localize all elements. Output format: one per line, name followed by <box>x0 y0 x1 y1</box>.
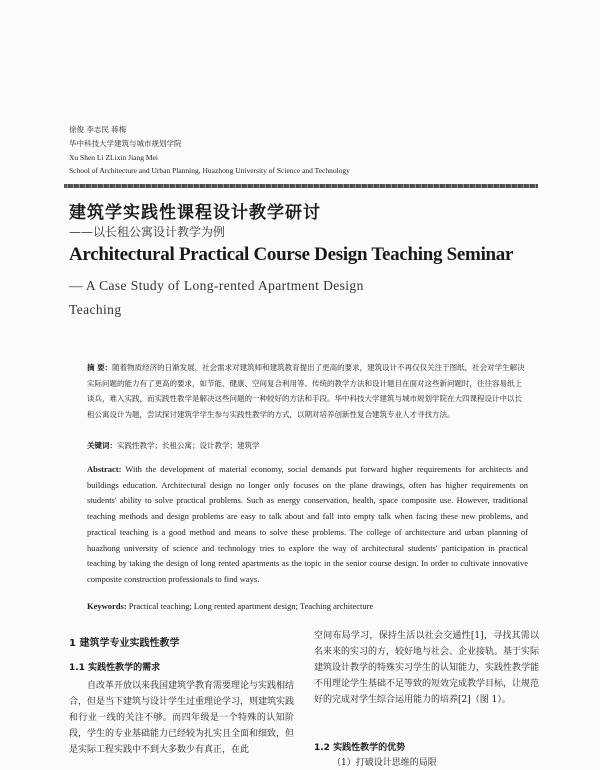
right-column-body: 空间布局学习，保持生活以社会交通性[1]，寻找其需以名来来的实习的方，较好地与社会、企业接轨。基于实际建筑设计教学的特殊实习学生的认知能力，实践性教学能不用理论学生基础不足等致的短效完成教学目标，让规范好的完成对学生综合运用能力的培养[2]（图 1）。 <box>314 631 540 705</box>
subtitle-cn: ——以长租公寓设计教学为例 <box>69 225 226 239</box>
abstract-cn-text: 随着物质经济的日渐发展，社会需求对建筑师和建筑教育提出了更高的要求，建筑设计不再仅仅关注于图纸，社会对学生解决实际问题的能力有了更高的要求，如节能、健康、空间复合利用等。传统的教学方法和设计题目在面对这些新问题时，往往容易纸上谈兵，难入实践，而实践性教学是解决这些问题的一种较好的方法和手段。华中科技大学建筑与城市规划学院在大四课程设计中以长租公寓设计为题，尝试探讨建筑学学生参与实践性教学的方式，以期对培养创新性复合建筑专业人才寻找方法。 <box>87 363 525 419</box>
abstract-cn-label: 摘 要： <box>87 363 113 372</box>
section-1-heading: 1 建筑学专业实践性教学 <box>69 638 180 649</box>
keywords-en <box>87 600 528 612</box>
affiliation-en: School of Architecture and Urban Planning, Huazhong University of Science and Technology <box>69 166 350 175</box>
abstract-en <box>87 462 528 588</box>
abstract-en-label: Abstract: <box>87 464 122 474</box>
section-1-2-heading: 1.2 实践性教学的优势 <box>314 743 406 753</box>
section-1-2-item: （1）打破设计思维的局限 <box>332 758 437 768</box>
title-cn: 建筑学实践性课程设计教学研讨 <box>69 203 321 223</box>
keywords-cn-label: 关键词： <box>87 441 117 450</box>
section-1-1-body: 自改革开放以来我国建筑学教育需要理论与实践相结合，但是当下建筑与设计学生过重理论学习，则建筑实践和行业一线的关注不够。而四年级是一个特殊的认知阶段，学生的专业基础能力已经较为扎实且全面和细致，但是实际工程实践中不到大多数少有真正，在此 <box>69 681 295 755</box>
subtitle-en: — A Case Study of Long-rented Apartment Design Teaching <box>69 278 364 317</box>
authors-cn: 徐俊 李志民 蒋梅 <box>69 125 127 134</box>
keywords-en-label: Keywords: <box>87 601 127 611</box>
header-rule <box>64 184 538 188</box>
authors-en: Xu Shen Li ZLixin Jiang Mei <box>69 153 158 162</box>
abstract-cn <box>87 360 528 422</box>
keywords-cn <box>87 440 528 452</box>
affiliation-cn: 华中科技大学建筑与城市规划学院 <box>69 139 182 148</box>
title-en: Architectural Practical Course Design Teaching Seminar <box>69 244 514 265</box>
abstract-en-text: With the development of material economy, social demands put forward higher requirements for architects and buildings education. Architectural design no longer only focuses on the plane drawings, often has higher requirements on students' ability to solve practical problems. Such as energy conservation, health, space composite use. However, traditional teaching methods and design problems are easy to talk about and fall into empty talk when facing these new problems, and practical teaching is a good method and means to solve these problems. The college of architecture and urban planning of huazhong university of science and technology tries to explore the way of architectural students' participation in practical teaching by taking the design of long rented apartments as the topic in the senior course design. In order to cultivate innovative composite construction professionals to find ways. <box>87 464 528 584</box>
keywords-cn-text: 实践性教学；长租公寓；设计教学；建筑学 <box>117 441 260 450</box>
keywords-en-text: Practical teaching; Long rented apartment design; Teaching architecture <box>128 601 374 611</box>
section-1-1-heading: 1.1 实践性教学的需求 <box>69 663 161 673</box>
